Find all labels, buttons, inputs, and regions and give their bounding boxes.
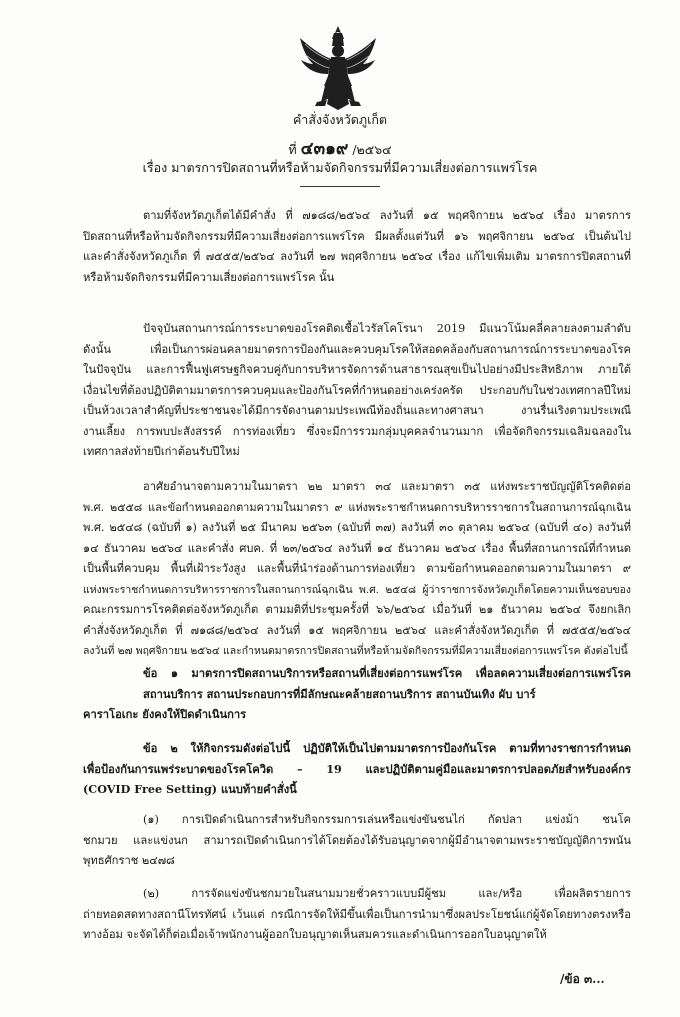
- order-number-value: ๔๓๑๙: [300, 139, 349, 159]
- clause-2-item-2: [83, 884, 631, 946]
- text-line: สถานบริการ สถานประกอบการที่มีลักษณะคล้ายสถานบริการ สถานบันเทิง ผับ บาร์: [143, 686, 536, 701]
- text-line: พุทธศักราช ๒๔๗๘: [83, 854, 175, 867]
- divider: [300, 186, 380, 187]
- text-line: ตามที่จังหวัดภูเก็ตได้มีคำสั่ง ที่ ๗๑๘๘/๒๕๖๔ ลงวันที่ ๑๕ พฤศจิกายน ๒๕๖๔ เรื่อง มาตรการ: [143, 209, 631, 222]
- text-line: เป็นห้วงเวลาสำคัญที่ประชาชนจะได้มีการจัดงานตามประเพณีท้องถิ่นและทางศาสนา งานรื่นเริงตามประเพณี: [83, 404, 631, 417]
- text-line: เป็นพื้นที่ควบคุม พื้นที่เฝ้าระวังสูง และพื้นที่นำร่องด้านการท่องเที่ยว ตามข้อกำหนดออกตามความในมาตรา ๙: [83, 562, 631, 575]
- text-line: เทศกาลส่งท้ายปีเก่าต้อนรับปีใหม่: [83, 445, 240, 458]
- order-subject: เรื่อง มาตรการปิดสถานที่หรือห้ามจัดกิจกรรมที่มีความเสี่ยงต่อการแพร่โรค: [142, 160, 538, 175]
- text-line: ข้อ ๒ ให้กิจกรรมดังต่อไปนี้ ปฏิบัติให้เป็นไปตามมาตรการป้องกันโรค ตามที่ทางราชการกำหนด: [143, 741, 631, 755]
- paragraph-preamble: [83, 206, 631, 288]
- text-line: ในปัจจุบัน และการฟื้นฟูเศรษฐกิจควบคู่กับการบริหารจัดการด้านสาธารณสุขเป็นไปอย่างมีประสิทธิภาพ ภายใต้: [83, 363, 631, 376]
- page-continuation: /ข้อ ๓...: [560, 972, 605, 986]
- text-line: หรือห้ามจัดกิจกรรมที่มีความเสี่ยงต่อการแพร่โรค นั้น: [83, 270, 335, 284]
- text-line: ถ่ายทอดสดทางสถานีโทรทัศน์ เว้นแต่ กรณีการจัดให้มีขึ้นเพื่อเป็นการนำมาซึ่งผลประโยชน์แก่ผู้จัดโดยทางตรงหรือ: [83, 907, 631, 921]
- text-line: (COVID Free Setting) แนบท้ายคำสั่งนี้: [83, 782, 297, 796]
- text-line: ลงวันที่ ๒๗ พฤศจิกายน ๒๕๖๔ และกำหนดมาตรการปิดสถานที่หรือห้ามจัดกิจกรรมที่มีความเสี่ยงต่อการแพร่โรค ดังต่อไปนี้: [83, 645, 628, 657]
- text-line: ๑๔ ธันวาคม ๒๕๖๔ และคำสั่ง ศบค. ที่ ๒๓/๒๕๖๔ ลงวันที่ ๑๔ ธันวาคม ๒๕๖๔ เรื่อง พื้นที่สถานการณ์ที่กำหนด: [83, 541, 631, 555]
- number-prefix: ที่: [288, 142, 297, 157]
- text-line: คณะกรรมการโรคติดต่อจังหวัดภูเก็ต ตามมติที่ประชุมครั้งที่ ๖๖/๒๕๖๔ เมื่อวันที่ ๒๑ ธันวาคม ๒๕๖๔ จึงยกเลิก: [83, 603, 631, 616]
- text-line: งานเลี้ยง การพบปะสังสรรค์ การท่องเที่ยว ซึ่งจะมีการรวมกลุ่มบุคคลจำนวนมาก เพื่อจัดกิจกรรมเฉลิมฉลองใน: [83, 424, 631, 438]
- clause-2-item-1: [83, 810, 631, 872]
- paragraph-situation: [83, 319, 631, 463]
- text-line: ชกมวย และแข่งนก สามารถเปิดดำเนินการได้โดยต้องได้รับอนุญาตจากผู้มีอำนาจตามพระราชบัญญัติการพนัน: [83, 833, 631, 847]
- issuing-authority: คำสั่งจังหวัดภูเก็ต: [292, 112, 388, 127]
- text-line: พ.ศ. ๒๕๔๘ (ฉบับที่ ๑) ลงวันที่ ๒๕ มีนาคม ๒๕๖๓ (ฉบับที่ ๓๗) ลงวันที่ ๓๐ ตุลาคม ๒๕๖๔ (ฉบับที่ ๔๐) ลงวันที่: [83, 521, 631, 534]
- text-line: (๒) การจัดแข่งขันชกมวยในสนามมวยชั่วคราวแบบมีผู้ชม และ/หรือ เพื่อผลิตรายการ: [143, 887, 631, 900]
- order-year: /๒๕๖๔: [352, 142, 392, 157]
- text-line: เงื่อนไขที่ต้องปฏิบัติตามมาตรการควบคุมและป้องกันโรคที่กำหนดอย่างเคร่งครัด ประกอบกับในช่วงเทศกาลปีใหม่: [83, 383, 631, 397]
- text-line: ปิดสถานที่หรือห้ามจัดกิจกรรมที่มีความเสี่ยงต่อการแพร่โรค มีผลตั้งแต่วันที่ ๑๖ พฤศจิกายน ๒๕๖๔ เป็นต้นไป: [83, 229, 631, 243]
- garuda-emblem-icon: [297, 24, 379, 112]
- text-line: อาศัยอำนาจตามความในมาตรา ๒๒ มาตรา ๓๔ และมาตรา ๓๕ แห่งพระราชบัญญัติโรคติดต่อ: [143, 480, 631, 493]
- clause-2: [83, 738, 631, 800]
- text-line: พ.ศ. ๒๕๕๘ และข้อกำหนดออกตามความในมาตรา ๙ แห่งพระราชกำหนดการบริหารราชการในสถานการณ์ฉุกเฉิน: [83, 500, 631, 514]
- paragraph-legal-authority: [83, 477, 631, 662]
- text-line: ปัจจุบันสถานการณ์การระบาดของโรคติดเชื้อไวรัสโคโรนา 2019 มีแนวโน้มคลี่คลายลงตามลำดับ: [143, 322, 631, 335]
- text-line: และคำสั่งจังหวัดภูเก็ต ที่ ๗๕๕๕/๒๕๖๔ ลงวันที่ ๒๗ พฤศจิกายน ๒๕๖๔ เรื่อง แก้ไขเพิ่มเติม มาตรการปิดสถานที่: [83, 250, 631, 263]
- text-line: แห่งพระราชกำหนดการบริหารราชการในสถานการณ์ฉุกเฉิน พ.ศ. ๒๕๔๘ ผู้ว่าราชการจังหวัดภูเก็ตโดยความเห็นชอบของ: [83, 583, 631, 596]
- text-line: ทางอ้อม จะจัดได้ก็ต่อเมื่อเจ้าพนักงานผู้ออกใบอนุญาตเห็นสมควรและดำเนินการออกใบอนุญาตให้: [83, 928, 547, 941]
- text-line: เพื่อป้องกันการแพร่ระบาดของโรคโควิด – 19 และปฏิบัติตามคู่มือและมาตรการปลอดภัยสำหรับองค์กร: [83, 761, 631, 776]
- text-line: คำสั่งจังหวัดภูเก็ต ที่ ๗๑๘๘/๒๕๖๔ ลงวันที่ ๑๕ พฤศจิกายน ๒๕๖๔ และคำสั่งจังหวัดภูเก็ต ที่ ๗๕๕๕/๒๕๖๔: [83, 623, 631, 637]
- text-line: ดังนั้น เพื่อเป็นการผ่อนคลายมาตรการป้องกันและควบคุมโรคให้สอดคล้องกับสถานการณ์การระบาดของโรค: [83, 342, 631, 356]
- clause-1: [83, 663, 631, 725]
- text-line: ข้อ ๑ มาตรการปิดสถานบริการหรือสถานที่เสี่ยงต่อการแพร่โรค เพื่อลดความเสี่ยงต่อการแพร่โรค: [143, 666, 631, 680]
- text-line: (๑) การเปิดดำเนินการสำหรับกิจกรรมการเล่นหรือแข่งขันชนไก่ กัดปลา แข่งม้า ชนโค: [143, 813, 631, 826]
- text-line: คาราโอเกะ ยังคงให้ปิดดำเนินการ: [83, 707, 247, 721]
